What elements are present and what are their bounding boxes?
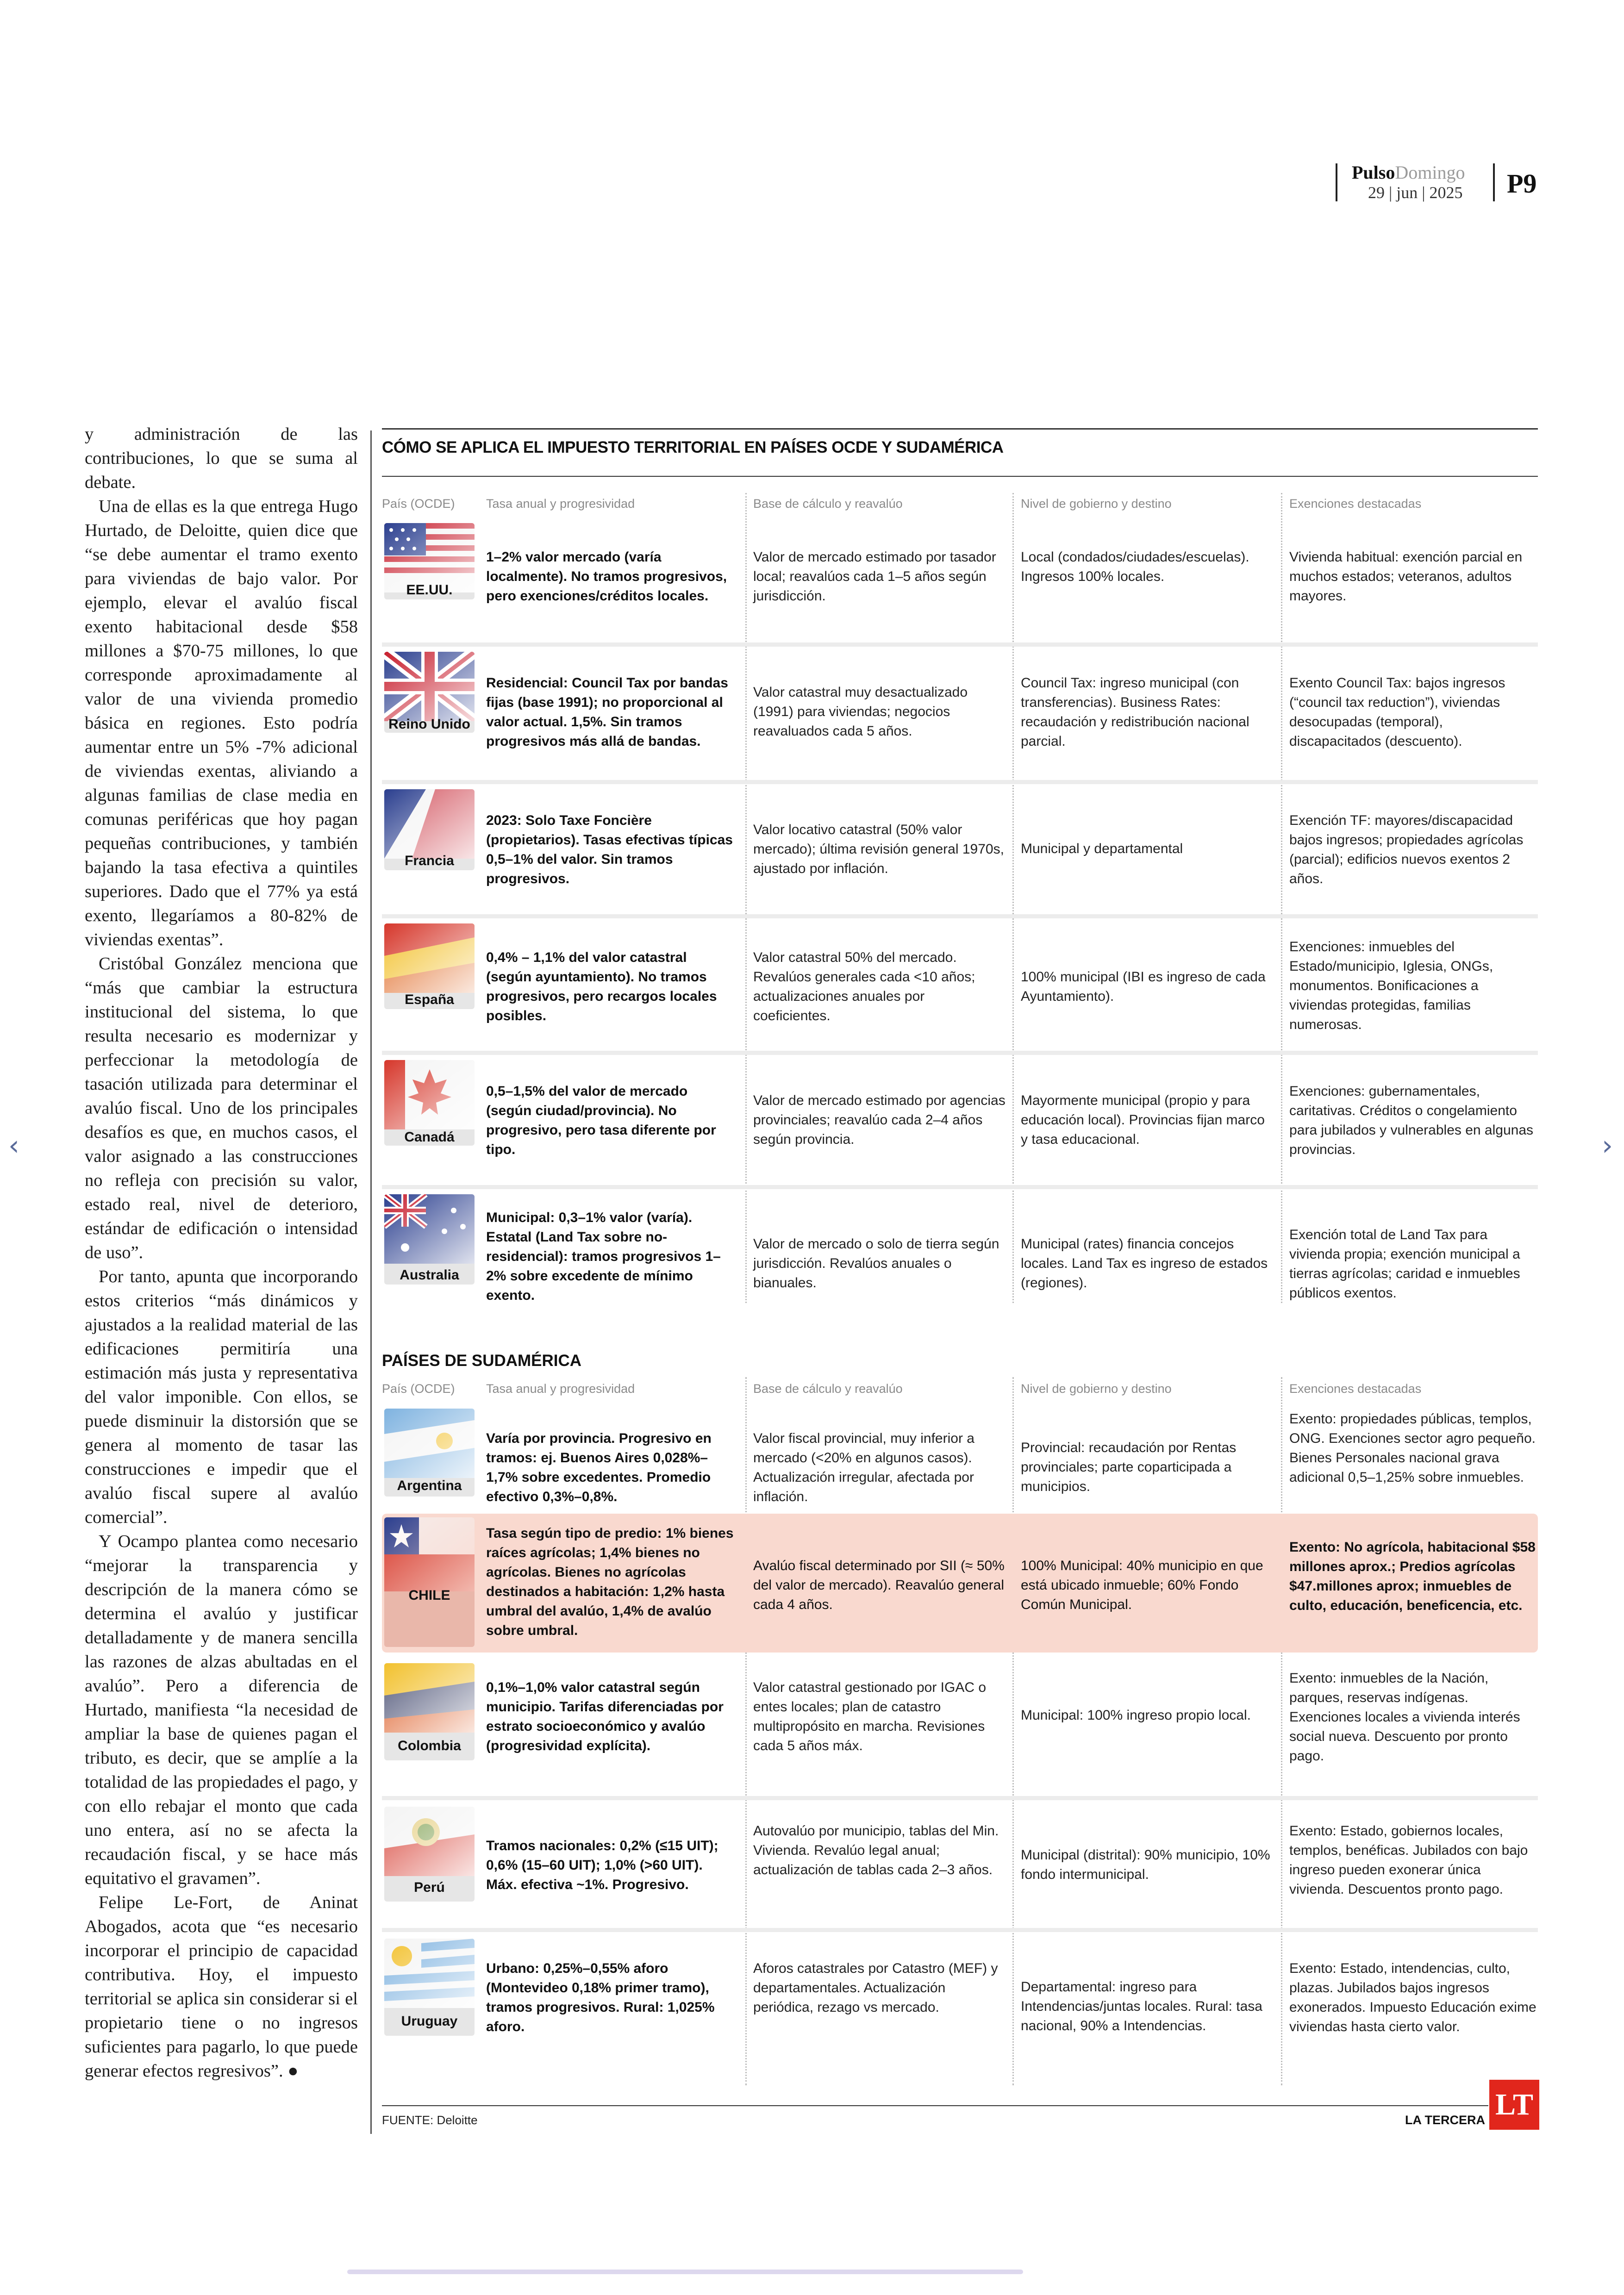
table-row xyxy=(382,1192,1538,1303)
country-name: EE.UU. xyxy=(406,582,453,598)
article-column xyxy=(85,422,358,2083)
flag-spain xyxy=(384,923,475,1009)
horizontal-scrollbar[interactable] xyxy=(347,2270,1023,2274)
country-name: Perú xyxy=(414,1880,445,1895)
section-title-south-america: PAÍSES DE SUDAMÉRICA xyxy=(382,1352,582,1370)
column-header-exemptions: Exenciones destacadas xyxy=(1289,497,1422,511)
flag-canada xyxy=(384,1060,475,1146)
base-cell: Valor de mercado o solo de tierra según jurisdicción. Revalúos anuales o bianuales. xyxy=(753,1236,999,1291)
country-name: Canadá xyxy=(404,1129,455,1145)
exemptions-cell: Exento: No agrícola, habitacional $58 millones aprox.; Predios agrícolas $47.millones aprox; inmuebles de culto, educación, beneficencia, etc. xyxy=(1289,1540,1536,1613)
masthead-brand: PulsoDomingo xyxy=(1352,162,1465,183)
row-divider xyxy=(382,642,1538,647)
table-row-chile xyxy=(382,1514,1538,1653)
flag-australia xyxy=(384,1194,475,1285)
exemptions-cell: Exenciones: inmuebles del Estado/municipio, Iglesia, ONGs, monumentos. Bonificaciones a viviendas protegidas, familias numerosas. xyxy=(1289,939,1493,1032)
base-cell: Valor locativo catastral (50% valor mercado); última revisión general 1970s, ajustado por inflación. xyxy=(753,822,1004,876)
level-cell: Departamental: ingreso para Intendencias/juntas locales. Rural: tasa nacional, 90% a Intendencias. xyxy=(1021,1979,1262,2033)
peru-flag-icon xyxy=(384,1807,475,1876)
row-divider xyxy=(382,1051,1538,1055)
base-cell: Avalúo fiscal determinado por SII (≈ 50% del valor de mercado). Reavalúo general cada 4 años. xyxy=(753,1558,1005,1612)
level-cell: Mayormente municipal (propio y para educación local). Provincias fijan marco y tasa educacional. xyxy=(1021,1093,1265,1147)
country-name: Argentina xyxy=(397,1478,462,1493)
table-row xyxy=(382,1935,1538,2046)
rate-cell: 1–2% valor mercado (varía localmente). No tramos progresivos, pero exenciones/créditos locales. xyxy=(486,549,727,604)
table-row xyxy=(382,921,1538,1032)
exemptions-cell: Exento: Estado, gobiernos locales, templos, benéficas. Jubilados con bajo ingreso pueden exonerar única vivienda. Descuentos pronto pago. xyxy=(1289,1823,1528,1897)
rate-cell: Urbano: 0,25%–0,55% aforo (Montevideo 0,18% primer tramo), tramos progresivos. Rural: 1,025% aforo. xyxy=(486,1961,715,2034)
column-header-base: Base de cálculo y reavalúo xyxy=(753,1382,903,1396)
level-cell: Municipal y departamental xyxy=(1021,841,1183,856)
spain-flag-icon xyxy=(384,923,475,993)
flag-usa xyxy=(384,523,475,599)
article-paragraph: Por tanto, apunta que incorporando estos criterios “más dinámicos y ajustados a la realidad material de las edificaciones permitiría una estimación más justa y representativa del valor imponible. Con ellos, se puede disminuir la distorsión que se genera al momento de tasar las construcciones e impedir que el avalúo fiscal supere al avalúo comercial”. xyxy=(85,1267,358,1527)
row-divider xyxy=(382,1928,1538,1932)
country-name: Francia xyxy=(405,853,454,868)
table-row xyxy=(382,1803,1538,1914)
rate-cell: Varía por provincia. Progresivo en tramos: ej. Buenos Aires 0,028%–1,7% sobre excedentes. Promedio efectivo 0,3%–0,8%. xyxy=(486,1431,712,1504)
base-cell: Valor de mercado estimado por agencias provinciales; reavalúo cada 2–4 años según provincia. xyxy=(753,1093,1006,1147)
table-row xyxy=(382,1659,1538,1771)
australia-flag-icon xyxy=(384,1194,475,1264)
column-divider xyxy=(370,430,372,2134)
masthead-divider xyxy=(1493,163,1495,201)
rate-cell: 2023: Solo Taxe Foncière (propietarios). Tasas efectivas típicas 0,5–1% del valor. Sin tramos progresivos. xyxy=(486,813,733,886)
exemptions-cell: Exento: propiedades públicas, templos, ONG. Exenciones sector agro pequeño. Bienes Personales nacional grava adicional 0,5–1,25% sobre inmuebles. xyxy=(1289,1411,1536,1485)
table-row xyxy=(382,1058,1538,1157)
page-number: P9 xyxy=(1507,168,1537,199)
base-cell: Valor catastral gestionado por IGAC o entes locales; plan de catastro multipropósito en marcha. Revisiones cada 5 años máx. xyxy=(753,1680,987,1753)
rate-cell: Tramos nacionales: 0,2% (≤15 UIT); 0,6% (15–60 UIT); 1,0% (>60 UIT). Máx. efectiva ~1%. Progresivo. xyxy=(486,1838,718,1892)
uk-flag-icon xyxy=(384,652,475,721)
rate-cell: 0,4% – 1,1% del valor catastral (según ayuntamiento). No tramos progresivos, pero recargos locales posibles. xyxy=(486,950,717,1023)
level-cell: 100% municipal (IBI es ingreso de cada Ayuntamiento). xyxy=(1021,969,1266,1004)
level-cell: Council Tax: ingreso municipal (con transferencias). Business Rates: recaudación y redistribución nacional parcial. xyxy=(1021,675,1249,749)
masthead xyxy=(1336,160,1549,206)
flag-uruguay xyxy=(384,1939,475,2036)
title-bottom-rule xyxy=(382,476,1538,477)
article-paragraph: Una de ellas es la que entrega Hugo Hurtado, de Deloitte, quien dice que “se debe aumentar el tramo exento para viviendas de bajo valor. Por ejemplo, elevar el avalúo fiscal exento habitacional desde $58 millones a $70-75 millones, lo que corresponde aproximadamente al valor de una vivienda promedio básica en regiones. Esto podría aumentar entre un 5% -7% adicional de viviendas exentas, aliviando a algunas familias de clase media en comunas periféricas que hoy pagan pequeñas contribuciones, y también bajando la tasa efectiva a quintiles superiores. Dado que el 77% ya está exento, llegaríamos a 80-82% de viviendas exentas”. xyxy=(85,497,358,949)
country-name: CHILE xyxy=(408,1588,450,1603)
table-row xyxy=(382,787,1538,886)
country-name: Uruguay xyxy=(401,2014,458,2029)
exemptions-cell: Exento: Estado, intendencias, culto, plazas. Jubilados bajos ingresos exonerados. Impuesto Educación exime viviendas hasta cierto valor. xyxy=(1289,1961,1537,2034)
table-row xyxy=(382,649,1538,749)
brand-name: LA TERCERA xyxy=(1405,2113,1485,2127)
exemptions-cell: Exento: inmuebles de la Nación, parques, reservas indígenas. Exenciones locales a vivienda interés social nueva. Descuento por pronto pago. xyxy=(1289,1671,1520,1764)
column-header-level: Nivel de gobierno y destino xyxy=(1021,1382,1172,1396)
argentina-flag-icon xyxy=(384,1409,475,1478)
column-header-country: País (OCDE) xyxy=(382,1382,455,1396)
column-header-base: Base de cálculo y reavalúo xyxy=(753,497,903,511)
article-paragraph: y administración de las contribuciones, lo que se suma al debate. xyxy=(85,424,358,492)
row-divider xyxy=(382,1796,1538,1800)
flag-colombia xyxy=(384,1663,475,1760)
masthead-divider xyxy=(1336,163,1337,201)
flag-peru xyxy=(384,1807,475,1902)
article-paragraph: Y Ocampo plantea como necesario “mejorar la transparencia y descripción de la manera cómo se determina el avalúo y justificar detalladamente y de manera sencilla las razones de alzas abultadas en el avalúo”. Pero a diferencia de Hurtado, manifiesta “la necesidad de ampliar la base de quienes pagan el tributo, es decir, que se amplíe a la totalidad de las propiedades el pago, y con ello rebajar el monto que cada uno entera, así no se afecta la recaudación fiscal, y se hace más equitativo el gravamen”. xyxy=(85,1532,358,1888)
next-page-arrow-icon[interactable]: › xyxy=(1602,1129,1613,1162)
level-cell: Local (condados/ciudades/escuelas). Ingresos 100% locales. xyxy=(1021,549,1249,584)
flag-france xyxy=(384,789,475,870)
colombia-flag-icon xyxy=(384,1663,475,1733)
column-header-country: País (OCDE) xyxy=(382,497,455,511)
row-divider xyxy=(382,1185,1538,1189)
column-header-level: Nivel de gobierno y destino xyxy=(1021,497,1172,511)
footer-rule xyxy=(382,2105,1488,2106)
base-cell: Valor fiscal provincial, muy inferior a mercado (<20% en algunos casos). Actualización irregular, afectada por inflación. xyxy=(753,1431,974,1504)
row-divider xyxy=(382,914,1538,918)
table-row xyxy=(382,521,1538,602)
previous-page-arrow-icon[interactable]: ‹ xyxy=(8,1129,19,1162)
flag-argentina xyxy=(384,1409,475,1497)
base-cell: Valor de mercado estimado por tasador local; reavalúos cada 1–5 años según jurisdicción. xyxy=(753,549,996,604)
country-name: Colombia xyxy=(398,1738,461,1753)
column-separator xyxy=(1012,493,1014,1303)
rate-cell: 0,1%–1,0% valor catastral según municipio. Tarifas diferenciadas por estrato socioeconómico y avalúo (progresividad explícita). xyxy=(486,1680,724,1753)
exemptions-cell: Exención total de Land Tax para vivienda propia; exención municipal a tierras agrícolas; caridad e inmuebles públicos exentos. xyxy=(1289,1227,1520,1301)
rate-cell: Tasa según tipo de predio: 1% bienes raíces agrícolas; 1,4% bienes no agrícolas. Bienes no agrícolas destinados a habitación: 1,2% hasta umbral del avalúo, 1,4% de avalúo sobre umbral. xyxy=(486,1526,734,1638)
base-cell: Valor catastral 50% del mercado. Revalúos generales cada <10 años; actualizaciones anuales por coeficientes. xyxy=(753,950,975,1023)
column-separator xyxy=(745,493,747,1303)
flag-chile xyxy=(384,1517,475,1647)
level-cell: Municipal: 100% ingreso propio local. xyxy=(1021,1708,1251,1723)
row-divider xyxy=(382,780,1538,784)
la-tercera-logo: LT xyxy=(1489,2080,1539,2130)
country-name: Australia xyxy=(400,1267,459,1283)
column-header-exemptions: Exenciones destacadas xyxy=(1289,1382,1422,1396)
base-cell: Aforos catastrales por Catastro (MEF) y departamentales. Actualización periódica, rezago vs mercado. xyxy=(753,1961,998,2015)
france-flag-icon xyxy=(384,789,475,859)
exemptions-cell: Exención TF: mayores/discapacidad bajos ingresos; propiedades agrícolas (parcial); edificios nuevos exentos 2 años. xyxy=(1289,813,1524,886)
level-cell: 100% Municipal: 40% municipio en que está ubicado inmueble; 60% Fondo Común Municipal. xyxy=(1021,1558,1263,1612)
column-header-rate: Tasa anual y progresividad xyxy=(486,497,635,511)
source-note: FUENTE: Deloitte xyxy=(382,2113,478,2127)
canada-flag-icon xyxy=(384,1060,475,1129)
exemptions-cell: Exenciones: gubernamentales, caritativas. Créditos o congelamiento para jubilados y vulnerables en algunas provincias. xyxy=(1289,1084,1534,1157)
article-paragraph: Cristóbal González menciona que “más que cambiar la estructura institucional del sistema, lo que resulta necesario es modernizar y perfeccionar la metodología de tasación utilizada para determinar el avalúo fiscal. Uno de los principales desafíos es que, en muchos casos, el valor asignado a las construcciones no refleja con precisión su valor, estado real, nivel de deterioro, estándar de edificación o intensidad de uso”. xyxy=(85,954,358,1262)
rate-cell: Municipal: 0,3–1% valor (varía). Estatal (Land Tax sobre no-residencial): tramos progresivos 1–2% sobre excedente de mínimo exento. xyxy=(486,1210,721,1303)
article-paragraph: Felipe Le-Fort, de Aninat Abogados, acota que “es necesario incorporar el principio de capacidad contributiva. Hoy, el impuesto territorial se aplica sin considerar si el propietario tiene o no ingresos suficientes para pagarlo, lo que puede generar efectos regresivos”. ● xyxy=(85,1893,358,2081)
chile-flag-icon xyxy=(384,1517,475,1591)
base-cell: Valor catastral muy desactualizado (1991) para viviendas; negocios reavaluados cada 5 años. xyxy=(753,685,968,739)
country-name: Reino Unido xyxy=(388,717,470,732)
level-cell: Provincial: recaudación por Rentas provinciales; parte coparticipada a municipios. xyxy=(1021,1440,1237,1494)
column-header-rate: Tasa anual y progresividad xyxy=(486,1382,635,1396)
flag-uk xyxy=(384,652,475,733)
base-cell: Autovalúo por municipio, tablas del Min. Vivienda. Revalúo legal anual; actualización de tablas cada 2–3 años. xyxy=(753,1823,999,1877)
exemptions-cell: Vivienda habitual: exención parcial en muchos estados; veteranos, adultos mayores. xyxy=(1289,549,1523,604)
country-name: España xyxy=(405,992,454,1007)
exemptions-cell: Exento Council Tax: bajos ingresos (“council tax reduction”), viviendas desocupadas (temporal), discapacitados (descuento). xyxy=(1289,675,1505,749)
level-cell: Municipal (distrital): 90% municipio, 10% fondo intermunicipal. xyxy=(1021,1847,1270,1882)
rate-cell: Residencial: Council Tax por bandas fijas (base 1991); no proporcional al valor actual. 1,5%. Sin tramos progresivos más allá de bandas. xyxy=(486,675,728,749)
title-top-rule xyxy=(382,428,1538,430)
rate-cell: 0,5–1,5% del valor de mercado (según ciudad/provincia). No progresivo, pero tasa diferente por tipo. xyxy=(486,1084,716,1157)
column-separator xyxy=(1281,493,1282,1303)
uruguay-flag-icon xyxy=(384,1939,475,2008)
table-row xyxy=(382,1405,1538,1509)
masthead-date: 29 | jun | 2025 xyxy=(1368,183,1463,202)
level-cell: Municipal (rates) financia concejos locales. Land Tax es ingreso de estados (regiones). xyxy=(1021,1236,1268,1291)
infographic-title: CÓMO SE APLICA EL IMPUESTO TERRITORIAL EN PAÍSES OCDE Y SUDAMÉRICA xyxy=(382,438,1004,456)
